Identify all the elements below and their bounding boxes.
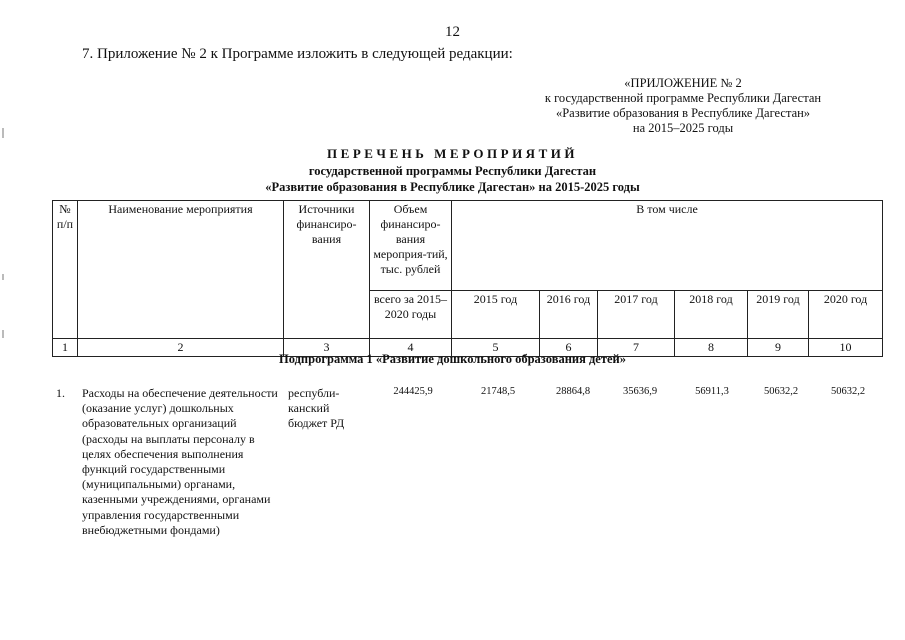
column-number: 2 bbox=[78, 339, 284, 357]
appendix-line: к государственной программе Республики Дагестан bbox=[544, 91, 822, 105]
row-total: 244425,9 bbox=[393, 386, 433, 397]
header-volume: Объем финансиро-вания мероприя-тий, тыс. рублей bbox=[370, 201, 452, 291]
document-title: ПЕРЕЧЕНЬ МЕРОПРИЯТИЙ bbox=[327, 146, 578, 161]
column-number: 8 bbox=[675, 339, 748, 357]
row-value-2017: 35636,9 bbox=[622, 386, 658, 397]
header-total: всего за 2015–2020 годы bbox=[370, 291, 452, 339]
row-value-2018: 56911,3 bbox=[695, 386, 729, 397]
column-number: 7 bbox=[598, 339, 675, 357]
header-source: Источники финансиро-вания bbox=[284, 201, 370, 339]
column-number: 4 bbox=[370, 339, 452, 357]
appendix-header bbox=[520, 76, 846, 136]
margin-mark bbox=[2, 274, 4, 280]
row-source: республи-канский бюджет РД bbox=[288, 386, 345, 431]
row-value-2020: 50632,2 bbox=[830, 386, 866, 397]
appendix-line: «Развитие образования в Республике Дагестан» bbox=[555, 106, 811, 120]
document-subtitle: государственной программы Республики Дагестан bbox=[308, 164, 597, 178]
column-number: 10 bbox=[809, 339, 883, 357]
header-year: 2016 год bbox=[540, 291, 598, 339]
header-year: 2018 год bbox=[675, 291, 748, 339]
measures-table bbox=[52, 200, 883, 357]
column-number: 1 bbox=[53, 339, 78, 357]
column-number: 6 bbox=[540, 339, 598, 357]
header-year: 2017 год bbox=[598, 291, 675, 339]
header-year: 2015 год bbox=[452, 291, 540, 339]
row-number: 1. bbox=[56, 386, 65, 400]
appendix-line: «ПРИЛОЖЕНИЕ № 2 bbox=[624, 76, 742, 90]
column-number: 5 bbox=[452, 339, 540, 357]
header-including: В том числе bbox=[452, 201, 883, 291]
column-number: 3 bbox=[284, 339, 370, 357]
header-name: Наименование мероприятия bbox=[78, 201, 284, 339]
page-number: 12 bbox=[445, 24, 460, 40]
subprogram-heading: Подпрограмма 1 «Развитие дошкольного образования детей» bbox=[279, 352, 626, 366]
header-year: 2019 год bbox=[748, 291, 809, 339]
document-subtitle: «Развитие образования в Республике Дагестан» на 2015-2025 годы bbox=[265, 180, 640, 194]
margin-mark bbox=[2, 128, 4, 138]
row-value-2015: 21748,5 bbox=[480, 386, 516, 397]
row-value-2019: 50632,2 bbox=[763, 386, 799, 397]
header-num: № п/п bbox=[53, 201, 78, 339]
header-year: 2020 год bbox=[809, 291, 883, 339]
intro-paragraph: 7. Приложение № 2 к Программе изложить в следующей редакции: bbox=[82, 46, 513, 62]
row-value-2016: 28864,8 bbox=[555, 386, 591, 397]
margin-mark bbox=[2, 330, 4, 338]
column-number: 9 bbox=[748, 339, 809, 357]
appendix-line: на 2015–2025 годы bbox=[632, 121, 734, 135]
row-name: Расходы на обеспечение деятельности (оказание услуг) дошкольных образовательных организаций (расходы на выплаты персоналу в целях обеспечения выполнения функций государственными (муниципальными) органами, казенными учреждениями, органами управления государственными внебюджетными фондами) bbox=[82, 386, 278, 537]
